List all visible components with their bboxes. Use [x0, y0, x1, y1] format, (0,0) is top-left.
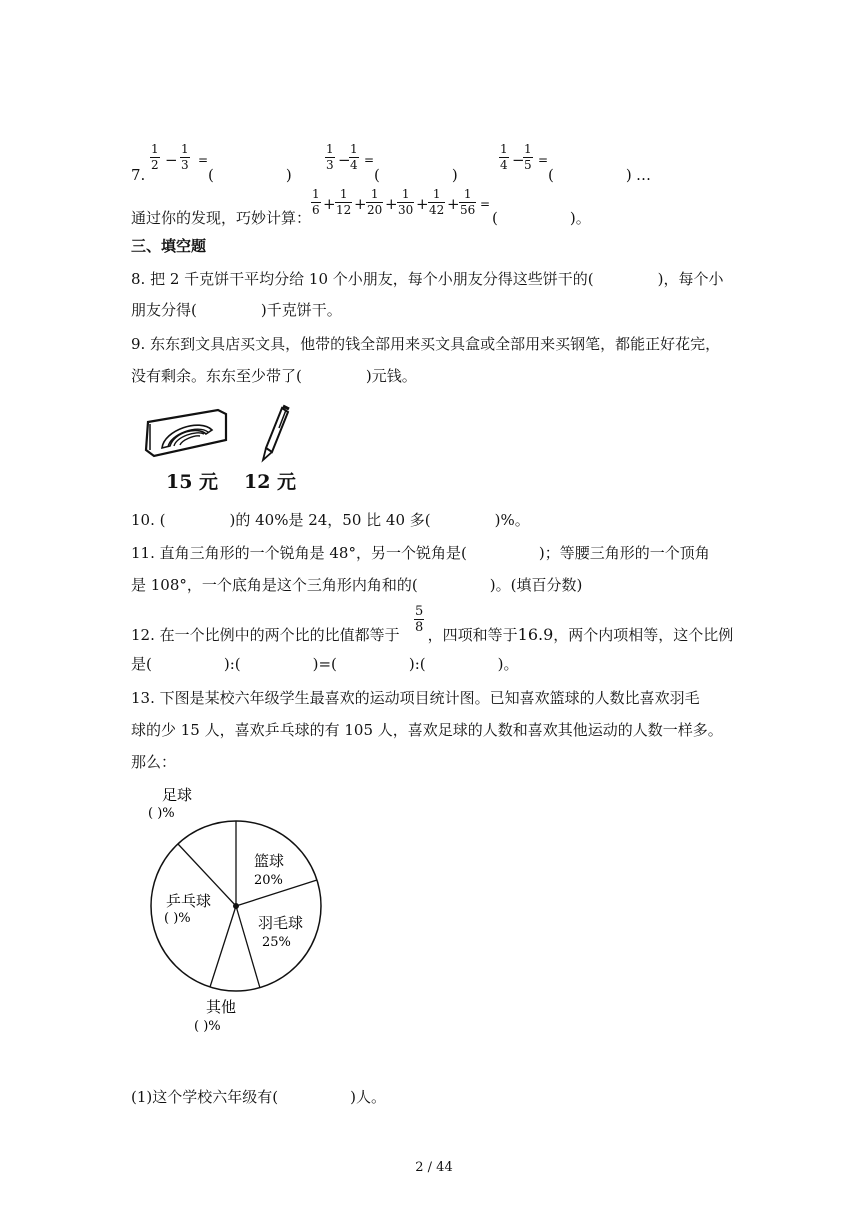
pie-divider	[210, 906, 236, 987]
price-pen: 12 元	[244, 471, 297, 493]
answer-blank: ( )	[208, 166, 292, 184]
section-title: 三、填空题	[131, 237, 207, 255]
fraction: 1 12	[336, 187, 352, 217]
fraction: 5 8	[415, 604, 424, 635]
q11-line2: 是 108°，一个底角是这个三角形内角和的( )。(填百分数)	[131, 576, 583, 594]
slice-label-pingpong: 乒乓球	[166, 892, 212, 910]
pencil-box-icon	[146, 410, 226, 456]
fraction: 1 4	[500, 142, 508, 172]
fraction: 1 30	[398, 187, 414, 217]
answer-blank: ( )。	[492, 209, 591, 227]
fraction: 1 56	[460, 187, 476, 217]
pie-divider	[236, 906, 260, 988]
fraction: 1 4	[350, 142, 358, 172]
pie-chart	[130, 780, 350, 1040]
fraction: 1 42	[429, 187, 445, 217]
fraction: 1 2	[151, 142, 159, 172]
q12-line2: 是( ):( )=( ):( )。	[131, 655, 519, 673]
q8-line1: 8. 把 2 千克饼干平均分给 10 个小朋友，每个小朋友分得这些饼干的( )，每个小	[131, 270, 724, 288]
q13-line3: 那么：	[131, 753, 177, 771]
slice-value-football: ( )%	[148, 806, 175, 821]
slice-value-badminton: 25%	[262, 935, 291, 950]
fraction: 1 3	[326, 142, 334, 172]
pie-center	[233, 903, 239, 909]
slice-label-other: 其他	[206, 998, 237, 1016]
q7-label: 7.	[131, 166, 146, 184]
q11-line1: 11. 直角三角形的一个锐角是 48°，另一个锐角是( )；等腰三角形的一个顶角	[131, 544, 710, 562]
stationery-illustration	[140, 400, 310, 500]
fraction: 1 3	[181, 142, 189, 172]
q13-line1: 13. 下图是某校六年级学生最喜欢的运动项目统计图。已知喜欢篮球的人数比喜欢羽毛	[131, 689, 700, 707]
q12-line1: 12. 在一个比例中的两个比的比值都等于 ，四项和等于16.9，两个内项相等，这个比例	[131, 625, 734, 644]
q8-line2: 朋友分得( )千克饼干。	[131, 301, 342, 319]
answer-blank: ( )	[374, 166, 458, 184]
q7-discover-text: 通过你的发现，巧妙计算：	[131, 209, 312, 227]
slice-value-pingpong: ( )%	[164, 911, 191, 926]
q10: 10. ( )的 40%是 24，50 比 40 多( )%。	[131, 511, 530, 529]
price-pencil-box: 15 元	[166, 471, 219, 493]
q13-line2: 球的少 15 人，喜欢乒乓球的有 105 人，喜欢足球的人数和喜欢其他运动的人数一样多。	[131, 721, 723, 739]
fraction: 1 20	[367, 187, 383, 217]
slice-label-football: 足球	[162, 786, 193, 804]
page-number: 2 / 44	[415, 1160, 453, 1175]
q13-sub1: (1)这个学校六年级有( )人。	[131, 1088, 386, 1106]
pen-icon	[263, 406, 289, 460]
q9-line2: 没有剩余。东东至少带了( )元钱。	[131, 367, 417, 385]
fraction: 1 6	[312, 187, 320, 217]
q9-line1: 9. 东东到文具店买文具，他带的钱全部用来买文具盒或全部用来买钢笔，都能正好花完，	[131, 335, 721, 353]
slice-label-badminton: 羽毛球	[258, 914, 304, 932]
slice-value-basketball: 20%	[254, 873, 283, 888]
slice-value-other: ( )%	[194, 1019, 221, 1034]
answer-blank: ( )	[548, 166, 632, 184]
fraction: 1 5	[524, 142, 532, 172]
slice-label-basketball: 篮球	[254, 852, 285, 870]
